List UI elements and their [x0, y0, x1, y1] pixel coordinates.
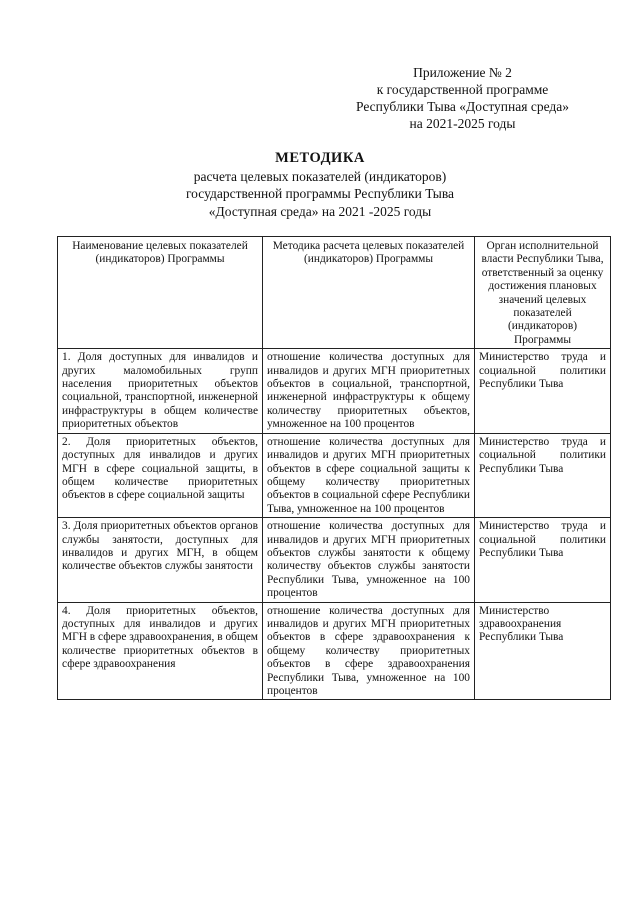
indicator-name-cell: 2. Доля приоритетных объектов, доступных для инвалидов и других МГН в сфере социальной защиты, в общем количестве приоритетных объектов в сфере социальной защиты [58, 433, 263, 517]
appendix-line: Республики Тыва «Доступная среда» [355, 99, 569, 114]
responsible-body-cell: Министерство здравоохранения Республики Тыва [475, 602, 611, 700]
table-row [58, 518, 611, 602]
subtitle-line: «Доступная среда» на 2021 -2025 годы [208, 203, 432, 219]
calculation-method-cell: отношение количества доступных для инвалидов и других МГН приоритетных объектов службы занятости к общему количеству объектов службы занятости Республики Тыва, умноженное на 100 процентов [263, 518, 475, 602]
table-row [58, 433, 611, 517]
appendix-line: на 2021-2025 годы [409, 116, 516, 131]
table-header-row [58, 237, 611, 349]
table-row [58, 602, 611, 700]
appendix-block [300, 64, 625, 132]
indicator-name-cell: 4. Доля приоритетных объектов, доступных для инвалидов и других МГН в сфере здравоохранения, в общем количестве приоритетных объектов в сфере здравоохранения [58, 602, 263, 700]
appendix-line: к государственной программе [376, 82, 549, 97]
calculation-method-cell: отношение количества доступных для инвалидов и других МГН приоритетных объектов в социальной, транспортной, инженерной инфраструктуры к общему количеству приоритетных объектов, умноженное на 100 процентов [263, 349, 475, 433]
document-title: МЕТОДИКА [275, 150, 365, 166]
header-indicator-name: Наименование целевых показателей (индикаторов) Программы [58, 237, 263, 349]
responsible-body-cell: Министерство труда и социальной политики Республики Тыва [475, 433, 611, 517]
calculation-method-cell: отношение количества доступных для инвалидов и других МГН приоритетных объектов в сфере здравоохранения к общему количеству приоритетных объектов в сфере здравоохранения Республики Тыва, умноженное на 100 процентов [263, 602, 475, 700]
header-calculation-method: Методика расчета целевых показателей (индикаторов) Программы [263, 237, 475, 349]
subtitle-line: государственной программы Республики Тыва [185, 186, 455, 201]
calculation-method-cell: отношение количества доступных для инвалидов и других МГН приоритетных объектов в сфере социальной защиты к общему количеству приоритетных объектов в социальной сфере Республики Тыва, умноженное на 100 процентов [263, 433, 475, 517]
indicator-name-cell: 3. Доля приоритетных объектов органов службы занятости, доступных для инвалидов и других МГН, в общем количестве объектов службы занятости [58, 518, 263, 602]
document-heading [120, 150, 520, 220]
responsible-body-cell: Министерство труда и социальной политики Республики Тыва [475, 518, 611, 602]
indicators-table [57, 236, 611, 700]
indicator-name-cell: 1. Доля доступных для инвалидов и других маломобильных групп населения приоритетных объектов социальной, транспортной, инженерной инфраструктуры в общем количестве приоритетных объектов [58, 349, 263, 433]
header-responsible-body: Орган исполнительной власти Республики Тыва, ответственный за оценку достижения плановых значений целевых показателей (индикаторов) Программы [475, 237, 611, 349]
appendix-line: Приложение № 2 [413, 65, 512, 80]
subtitle-line: расчета целевых показателей (индикаторов) [193, 168, 447, 184]
responsible-body-cell: Министерство труда и социальной политики Республики Тыва [475, 349, 611, 433]
table-row [58, 349, 611, 433]
